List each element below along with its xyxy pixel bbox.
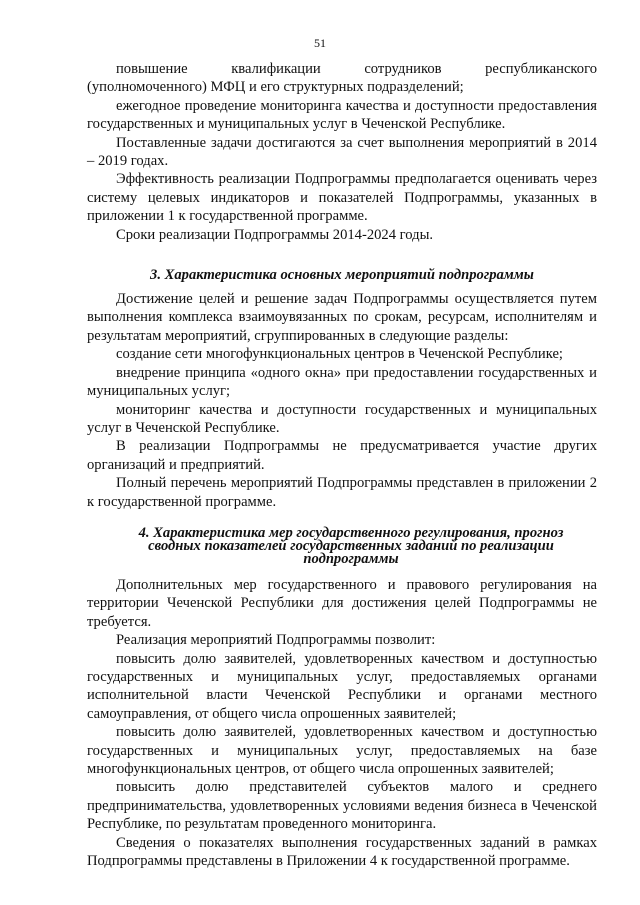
section-4-paragraph-4: повысить долю заявителей, удовлетворенных качеством и доступностью государственных и муниципальных услуг, предоставляемых на базе многофункциональных центров, от общего числа опрошенных заявителей; xyxy=(87,724,597,777)
document-body xyxy=(87,60,597,870)
section-4-paragraph-5: повысить долю представителей субъектов малого и среднего предпринимательства, удовлетворенных условиями ведения бизнеса в Чеченской Республике, по результатам проведенного мониторинга. xyxy=(87,779,597,833)
section-3-paragraph-1: Достижение целей и решение задач Подпрограммы осуществляется путем выполнения комплекса взаимоувязанных по срокам, ресурсам, исполнителям и результатам мероприятий, сгруппированных в следующие разделы: xyxy=(87,291,597,344)
section-3-heading: 3. Характеристика основных мероприятий подпрограммы xyxy=(150,267,534,284)
page-number: 51 xyxy=(314,36,326,50)
section-3-paragraph-3: внедрение принципа «одного окна» при предоставлении государственных и муниципальных услуг; xyxy=(87,364,597,400)
section-3-paragraph-6: Полный перечень мероприятий Подпрограммы представлен в приложении 2 к государственной программе. xyxy=(87,475,597,510)
intro-paragraph-2: ежегодное проведение мониторинга качества и доступности предоставления государственных и муниципальных услуг в Чеченской Республике. xyxy=(87,97,597,133)
section-4-heading: 4. Характеристика мер государственного регулирования, прогноз сводных показателей государственных заданий по реализации подпрограммы xyxy=(138,524,564,567)
section-3-paragraph-2: создание сети многофункциональных центров в Чеченской Республике; xyxy=(116,346,563,363)
intro-paragraph-4: Эффективность реализации Подпрограммы предполагается оценивать через систему целевых индикаторов и показателей Подпрограммы, указанных в приложении 1 к государственной программе. xyxy=(87,171,597,225)
section-4-paragraph-1: Дополнительных мер государственного и правового регулирования на территории Чеченской Республики для достижения целей Подпрограммы не требуется. xyxy=(87,576,597,630)
section-4-paragraph-3: повысить долю заявителей, удовлетворенных качеством и доступностью государственных и муниципальных услуг, предоставляемых органами исполнительной власти Чеченской Республики и органами местного самоуправления, от общего числа опрошенных заявителей; xyxy=(87,650,597,722)
section-4-paragraph-2: Реализация мероприятий Подпрограммы позволит: xyxy=(116,632,436,649)
section-3-paragraph-4: мониторинг качества и доступности государственных и муниципальных услуг в Чеченской Республике. xyxy=(87,401,597,436)
intro-paragraph-3: Поставленные задачи достигаются за счет выполнения мероприятий в 2014 – 2019 годах. xyxy=(87,134,597,170)
section-4-paragraph-6: Сведения о показателях выполнения государственных заданий в рамках Подпрограммы представлены в Приложении 4 к государственной программе. xyxy=(87,834,597,870)
section-3-paragraph-5: В реализации Подпрограммы не предусматривается участие других организаций и предприятий. xyxy=(87,438,597,473)
intro-paragraph-5: Сроки реализации Подпрограммы 2014-2024 годы. xyxy=(116,226,434,243)
intro-paragraph-1: повышение квалификации сотрудников республиканского (уполномоченного) МФЦ и его структурных подразделений; xyxy=(87,61,597,96)
